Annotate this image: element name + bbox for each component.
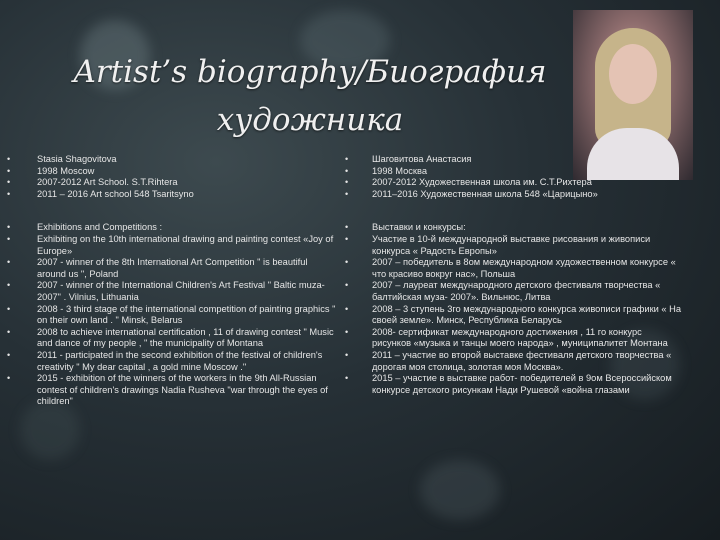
list-item: • Шаговитова Анастасия [345,154,472,164]
list-item: • 2007 - winner of the 8th International Art Competition " is beautiful around us ", Poland [7,257,308,279]
list-item: • 2011 - participated in the second exhibition of the festival of children's creativity " My dear capital , a gold mine Moscow ." [7,349,323,372]
list-item: • 2008 to achieve international certification , 11 of drawing contest " Music and dance of my people , " the municipality of Montana [7,326,334,349]
personal-info-list [7,154,337,200]
list-item: • 2011 – участие во второй выставке фестиваля детского творчества « дорогая моя столица, золотая моя Москва». [345,349,672,372]
list-item: • 2007-2012 Art School. S.T.Rihtera [7,177,178,188]
list-item: • Exhibiting on the 10th international drawing and painting contest «Joy of Europe» [7,233,334,256]
personal-info-list [345,154,682,200]
list-item: • 1998 Moscow [7,165,95,176]
list-item: • 2015 – участие в выставке работ- победителей в 9ом Всероссийском конкурсе детского рисункам Нади Рушевой «война глазами [345,373,672,395]
page-title: Artist’s biography/Биография художника [73,54,547,138]
list-item: • 1998 Москва [345,165,428,176]
list-item: • 2015 - exhibition of the winners of the workers in the 9th All-Russian contest of children's drawings Nadia Rusheva "war through the eyes of children" [7,373,328,407]
awards-list [7,222,337,408]
list-item: • 2007 – победитель в 8ом международном художественном конкурсе « что красиво вокруг нас», Польша [345,257,676,279]
bokeh-light [20,400,80,460]
list-item: • 2011–2016 Художественная школа 548 «Царицыно» [345,188,598,199]
list-item: • 2007 – лауреат международного детского фестиваля творчества « балтийская муза- 2007». Вильнюс, Литва [345,280,661,302]
list-item: • Участие в 10-й международной выставке рисования и живописи конкурса « Радость Европы» [345,233,651,256]
list-item: • Exhibitions and Competitions : [7,222,163,233]
list-item: • 2011 – 2016 Art school 548 Tsaritsyno [7,188,194,199]
list-item: • 2007 - winner of the International Children's Art Festival " Baltic muza- 2007" . Vilnius, Lithuania [7,280,325,302]
list-item: • 2008- сертификат международного достижения , 11 го конкурс рисунков «музыка и танцы моего народа» , муниципалитет Монтана [345,326,668,349]
bokeh-light [420,460,500,520]
awards-list [345,222,682,396]
biography-english [7,154,337,408]
list-item: • Stasia Shagovitova [7,154,117,164]
list-item: • 2007-2012 Художественная школа им. С.Т.Рихтера [345,177,592,188]
list-item: • Выставки и конкурсы: [345,222,466,233]
list-item: • 2008 - 3 third stage of the international competition of painting graphics " on their own land . " Minsk, Belarus [7,303,336,326]
biography-russian [345,154,682,396]
list-item: • 2008 – 3 ступень 3го международного конкурса живописи графики « На своей земле». Минск, Республика Беларусь [345,303,682,326]
